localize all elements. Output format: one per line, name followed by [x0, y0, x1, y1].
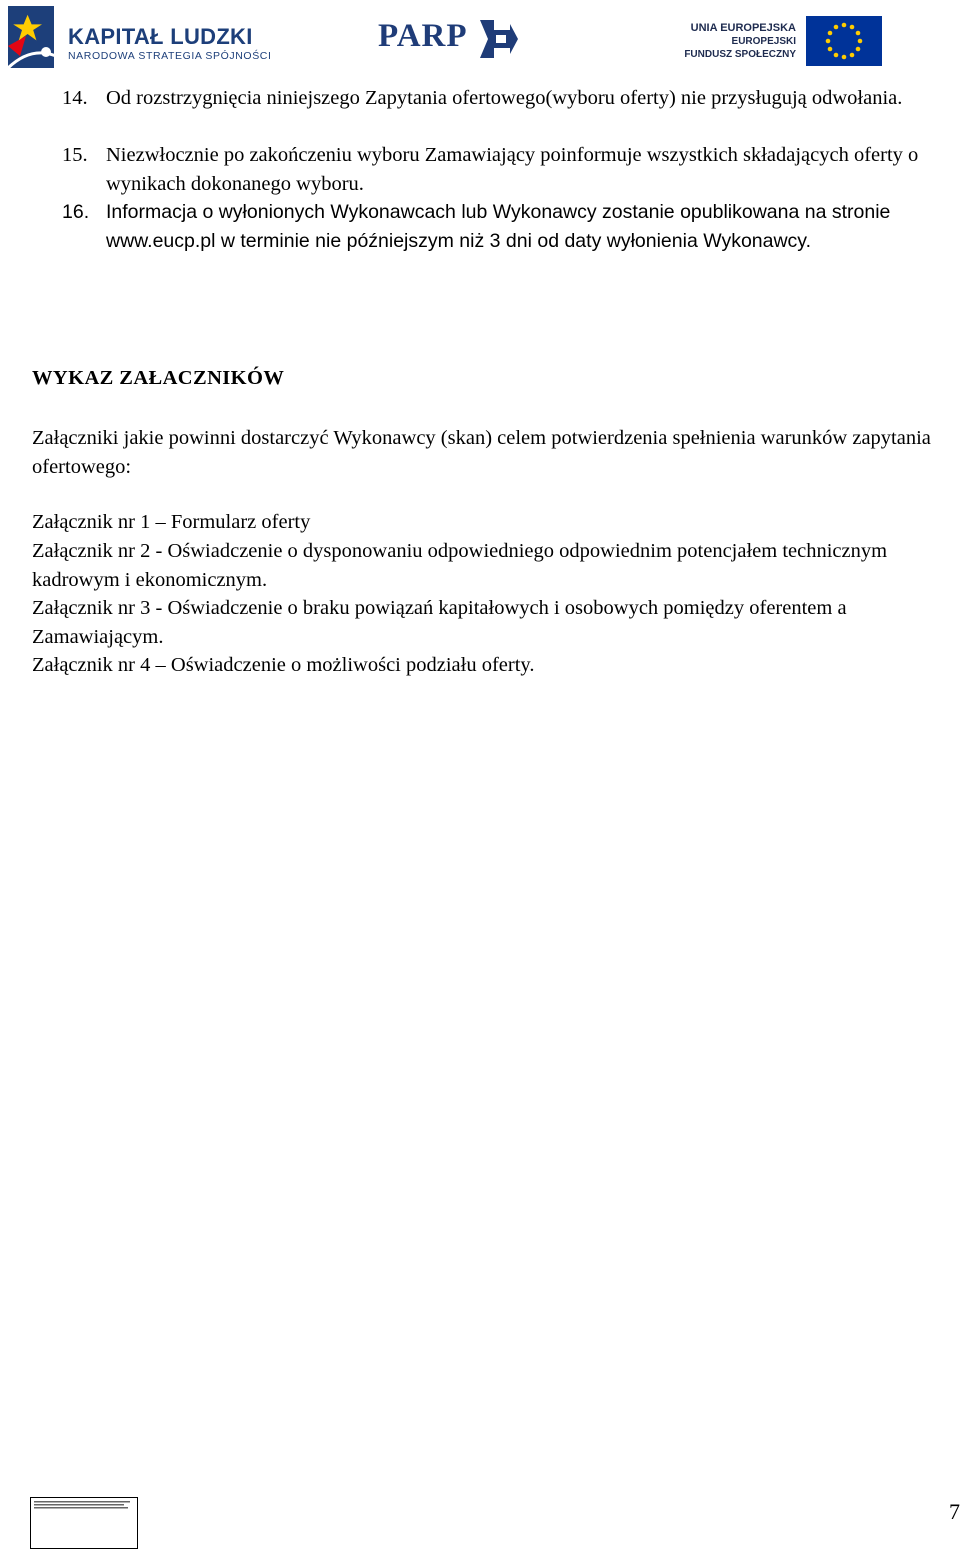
attachment-item: Załącznik nr 1 – Formularz oferty — [32, 511, 311, 533]
list-number: 14. — [62, 87, 88, 109]
eu-logo — [684, 14, 882, 66]
eu-flag-icon — [806, 16, 882, 66]
page-header — [0, 0, 960, 80]
page-number: 7 — [949, 1499, 960, 1524]
footnote-fine-print-icon — [34, 1501, 134, 1521]
parp-arrows-icon — [470, 16, 520, 62]
footnote-box — [30, 1497, 138, 1549]
attachment-item: Załącznik nr 4 – Oświadczenie o możliwości podziału oferty. — [32, 654, 535, 676]
kapital-ludzki-emblem-icon — [6, 6, 62, 72]
parp-logo — [378, 16, 523, 64]
attachment-item: Załącznik nr 3 - Oświadczenie o braku powiązań kapitałowych i osobowych pomiędzy oferentem a Zamawiającym. — [32, 597, 847, 648]
kapital-ludzki-logo — [6, 6, 272, 72]
list-text: Informacja o wyłonionych Wykonawcach lub Wykonawcy zostanie opublikowana na stronie www.eucp.pl w terminie nie późniejszym niż 3 dni od daty wyłonienia Wykonawcy. — [106, 201, 891, 252]
kapital-ludzki-title: KAPITAŁ LUDZKI — [68, 24, 253, 49]
list-number: 15. — [62, 144, 88, 166]
section-heading: WYKAZ ZAŁACZNIKÓW — [32, 367, 285, 389]
parp-title: PARP — [378, 18, 468, 54]
eu-line-3: FUNDUSZ SPOŁECZNY — [684, 49, 796, 60]
list-number: 16. — [62, 201, 90, 223]
kapital-ludzki-subtitle: NARODOWA STRATEGIA SPÓJNOŚCI — [68, 50, 272, 62]
eu-line-2: EUROPEJSKI — [731, 36, 796, 47]
attachment-item: Załącznik nr 2 - Oświadczenie o dysponowaniu odpowiedniego odpowiednim potencjałem technicznym kadrowym i ekonomicznym. — [32, 540, 888, 591]
list-text: Od rozstrzygnięcia niniejszego Zapytania ofertowego(wyboru oferty) nie przysługują odwołania. — [106, 87, 903, 109]
list-text: Niezwłocznie po zakończeniu wyboru Zamawiający poinformuje wszystkich składających oferty o wynikach dokonanego wyboru. — [106, 144, 919, 195]
section-intro: Załączniki jakie powinni dostarczyć Wykonawcy (skan) celem potwierdzenia spełnienia warunków zapytania ofertowego: — [32, 427, 931, 478]
eu-line-1: UNIA EUROPEJSKA — [690, 22, 796, 34]
